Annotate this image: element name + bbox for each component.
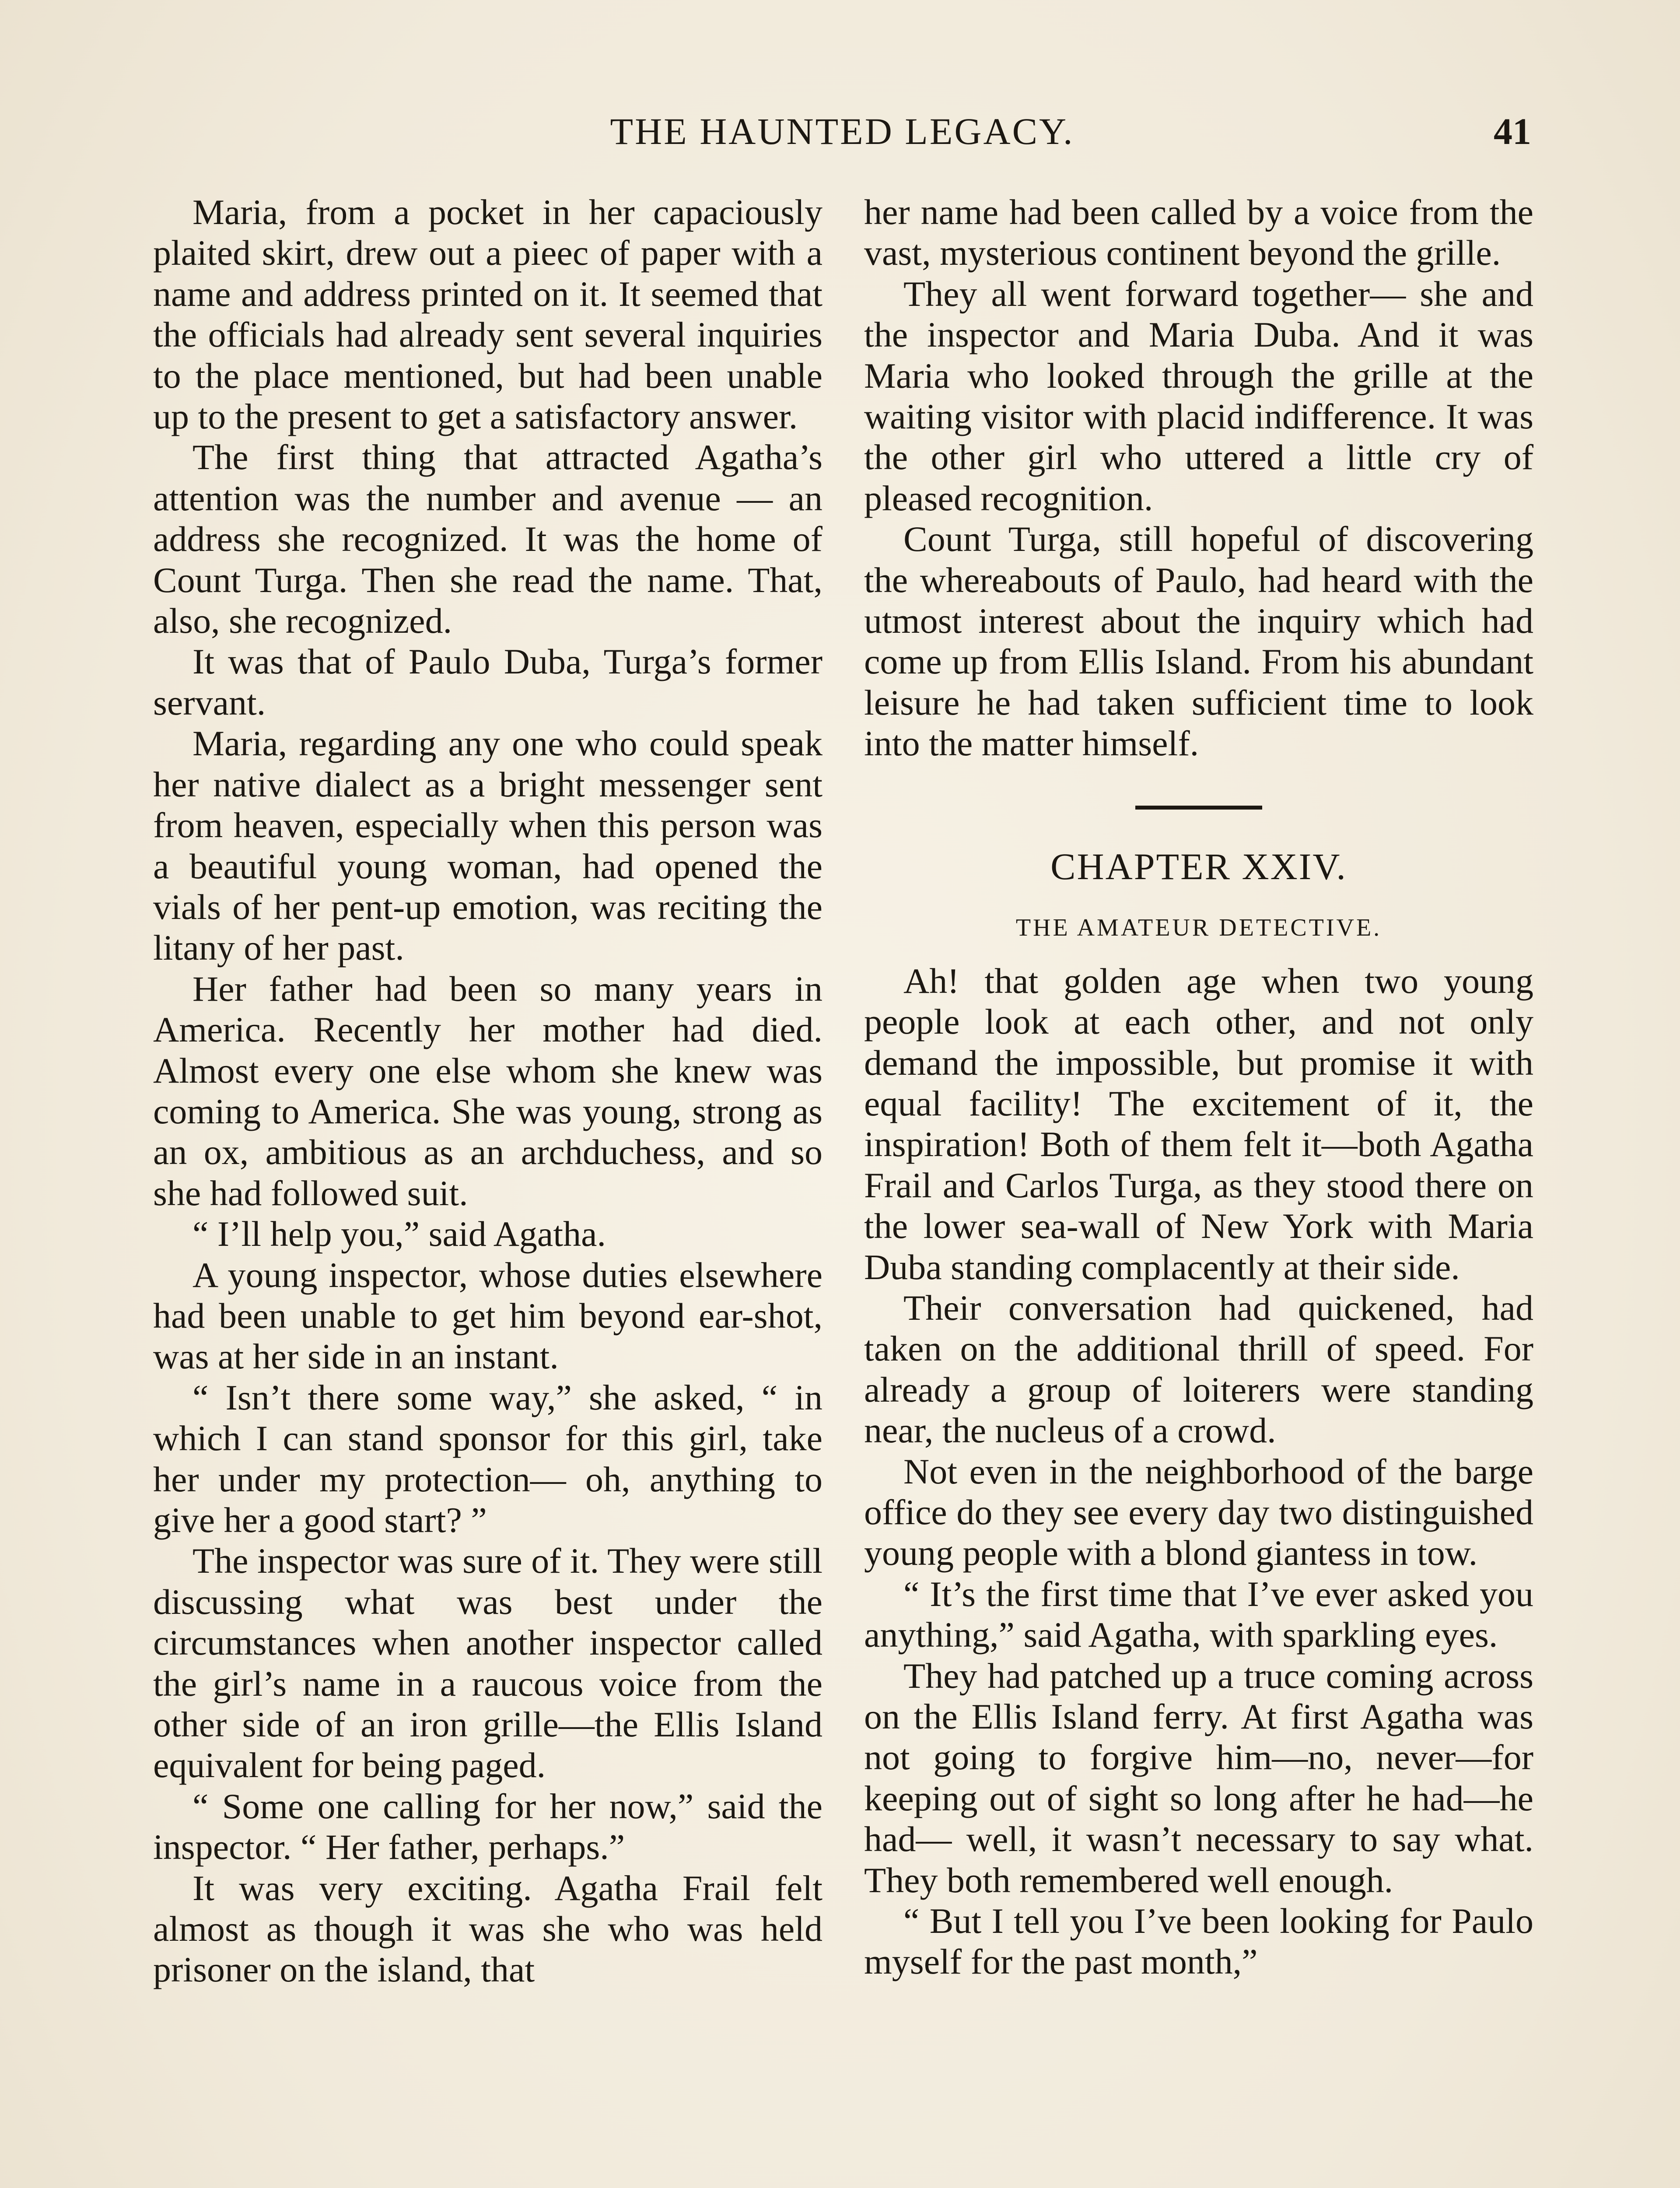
paragraph: Not even in the neighborhood of the barge office do they see every day two distinguished young people with a blond giantess in tow. [864,1451,1533,1573]
paragraph: They all went forward together— she and the inspector and Maria Duba. And it was Maria who looked through the grille at the waiting visitor with placid indifference. It was the other girl who uttered a little cry of pleased recognition. [864,274,1533,518]
paragraph: Maria, from a pocket in her capaciously plaited skirt, drew out a pieec of paper with a name and address printed on it. It seemed that the officials had already sent several inquiries to the place mentioned, but had been unable up to the present to get a satisfactory answer. [153,192,822,437]
running-header [153,107,1531,155]
left-column [153,192,822,1990]
running-title: THE HAUNTED LEGACY. [610,110,1074,152]
paragraph: Count Turga, still hopeful of discovering the whereabouts of Paulo, had heard with the utmost interest about the inquiry which had come up from Ellis Island. From his abundant leisure he had taken sufficient time to look into the matter himself. [864,519,1533,764]
paragraph: A young inspector, whose duties elsewhere had been unable to get him beyond ear-shot, was at her side in an instant. [153,1255,822,1377]
paragraph: Maria, regarding any one who could speak her native dialect as a bright messenger sent from heaven, especially when this person was a beautiful young woman, had opened the vials of her pent-up emotion, was reciting the litany of her past. [153,723,822,968]
opening-paragraph: Ah! that golden age when two young people look at each other, and not only demand the impossible, but promise it with equal facility! The excitement of it, the inspiration! Both of them felt it—both Agatha Frail and Carlos Turga, as they stood there on the lower sea-wall of New York with Maria Duba standing complacently at their side. [864,961,1533,1287]
paragraph: “ I’ll help you,” said Agatha. [192,1214,606,1254]
paragraph: The first thing that attracted Agatha’s attention was the number and avenue — an address she recognized. It was the home of Count Turga. Then she read the name. That, also, she recognized. [153,437,822,641]
paragraph: Her father had been so many years in America. Recently her mother had died. Almost every one else whom she knew was coming to America. She was young, strong as an ox, ambitious as an archduchess, and so she had followed suit. [153,968,822,1213]
paragraph: It was very exciting. Agatha Frail felt almost as though it was she who was held prisoner on the island, that [153,1868,822,1990]
paragraph: They had patched up a truce coming across on the Ellis Island ferry. At first Agatha was not going to forgive him—no, never—for keeping out of sight so long after he had—he had— well, it wasn’t necessary to say what. They both remembered well enough. [864,1655,1533,1900]
paragraph: It was that of Paulo Duba, Turga’s former servant. [153,642,822,722]
page-number: 41 [1494,110,1531,152]
paragraph: Their conversation had quickened, had taken on the additional thrill of speed. For already a group of loiterers were standing near, the nucleus of a crowd. [864,1287,1533,1451]
chapter-subtitle: THE AMATEUR DETECTIVE. [1015,914,1382,941]
paragraph: “ But I tell you I’ve been looking for Paulo myself for the past month,” [864,1901,1533,1982]
section-divider [1135,806,1262,810]
paragraph: “ It’s the first time that I’ve ever asked you anything,” said Agatha, with sparkling eyes. [864,1574,1533,1655]
paragraph: The inspector was sure of it. They were still discussing what was best under the circumstances when another inspector called the girl’s name in a raucous voice from the other side of an iron grille—the Ellis Island equivalent for being paged. [153,1541,822,1785]
paragraph-continued: her name had been called by a voice from the vast, mysterious continent beyond the grille. [864,192,1533,273]
paragraph: “ Isn’t there some way,” she asked, “ in which I can stand sponsor for this girl, take her under my protection— oh, anything to give her a good start? ” [153,1377,822,1540]
chapter-heading: CHAPTER XXIV. [1050,845,1347,887]
right-column [864,192,1533,1982]
paragraph: “ Some one calling for her now,” said the inspector. “ Her father, perhaps.” [153,1786,822,1867]
